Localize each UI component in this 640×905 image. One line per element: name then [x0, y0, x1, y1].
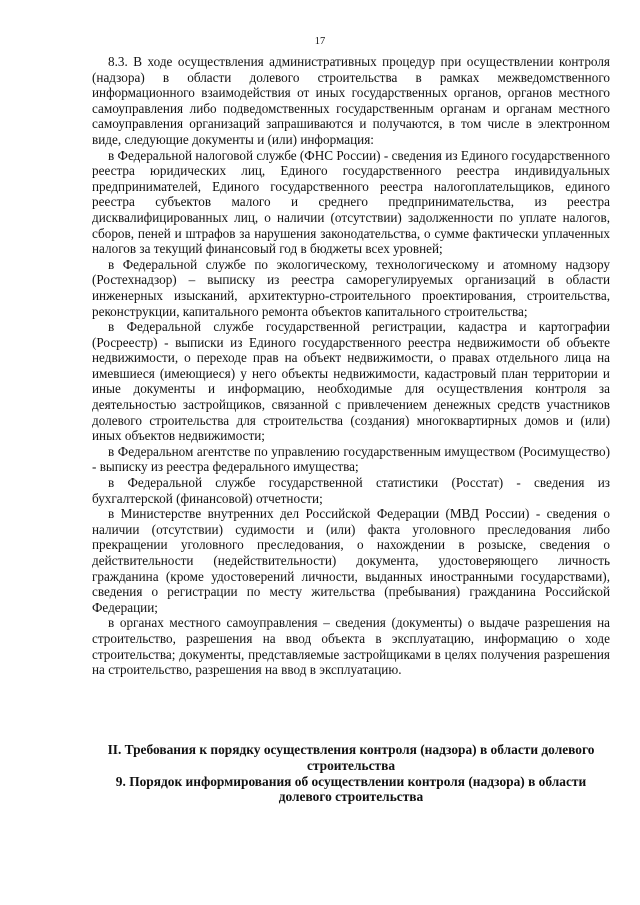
- section-heading-9: 9. Порядок информирования об осуществлении контроля (надзора) в области долевого строительства: [115, 773, 587, 805]
- paragraph-rosstat: в Федеральной службе государственной статистики (Росстат) - сведения из бухгалтерской (финансовой) отчетности;: [92, 475, 610, 506]
- section-headings: [92, 742, 610, 805]
- paragraph-rostekhnadzor: в Федеральной службе по экологическому, технологическому и атомному надзору (Ростехнадзор) – выписку из реестра саморегулируемых организаций в области инженерных изысканий, архитектурно-строительного проектирования, строительства, реконструкции, капитального ремонта объектов капитального строительства;: [92, 256, 610, 319]
- paragraph-local-government: в органах местного самоуправления – сведения (документы) о выдаче разрешения на строительство, разрешения на ввод объекта в эксплуатацию, информацию о ходе строительства; документы, представляемые застройщиками в целях получения разрешения на строительство, разрешения на ввод в эксплуатацию.: [92, 615, 610, 678]
- page-number: 17: [314, 36, 326, 47]
- paragraph-mvd: в Министерстве внутренних дел Российской Федерации (МВД России) - сведения о наличии (отсутствии) судимости и (или) факта уголовного преследования либо прекращении уголовного преследования, о нахождении в розыске, сведения о действительности (недействительности) документа, удостоверяющего личность гражданина (кроме удостоверений личности, выданных иностранными государствами), сведения о регистрации по месту жительства (пребывания) гражданина Российской Федерации;: [92, 506, 610, 615]
- section-heading-ii: II. Требования к порядку осуществления контроля (надзора) в области долевого строительства: [107, 742, 595, 773]
- paragraph-fns: в Федеральной налоговой службе (ФНС России) - сведения из Единого государственного реестра юридических лиц, Единого государственного реестра индивидуальных предпринимателей, Единого государственного реестра налогоплательщиков, единого реестра субъектов малого и среднего предпринимательства, из реестра дисквалифицированных лиц, о наличии (отсутствии) задолженности по уплате налогов, сборов, пеней и штрафов за нарушения законодательства, о сумме фактически уплаченных налогов за текущий финансовый год в бюджеты всех уровней;: [92, 147, 610, 257]
- paragraph-rosimushchestvo: в Федеральном агентстве по управлению государственным имуществом (Росимущество) - выписку из реестра федерального имущества;: [92, 443, 610, 475]
- paragraph-rosreestr: в Федеральной службе государственной регистрации, кадастра и картографии (Росреестр) - выписки из Единого государственного реестра недвижимости об объекте недвижимости, о переходе прав на объект недвижимости, о правах отдельного лица на имевшиеся (имеющиеся) у него объекты недвижимости, кадастровый план территории и иные документы и информацию, необходимые для осуществления контроля за деятельностью застройщиков, связанной с привлечением денежных средств участников долевого строительства для строительства (создания) многоквартирных домов и (или) иных объектов недвижимости;: [92, 319, 610, 444]
- body-text: [92, 54, 610, 678]
- paragraph-8-3-intro: 8.3. В ходе осуществления административных процедур при осуществлении контроля (надзора) в области долевого строительства в рамках межведомственного информационного взаимодействия от иных государственных органов, органов местного самоуправления либо подведомственных государственным органам и органам местного самоуправления организаций запрашиваются и получаются, в том числе в электронном виде, следующие документы и (или) информация:: [92, 54, 610, 147]
